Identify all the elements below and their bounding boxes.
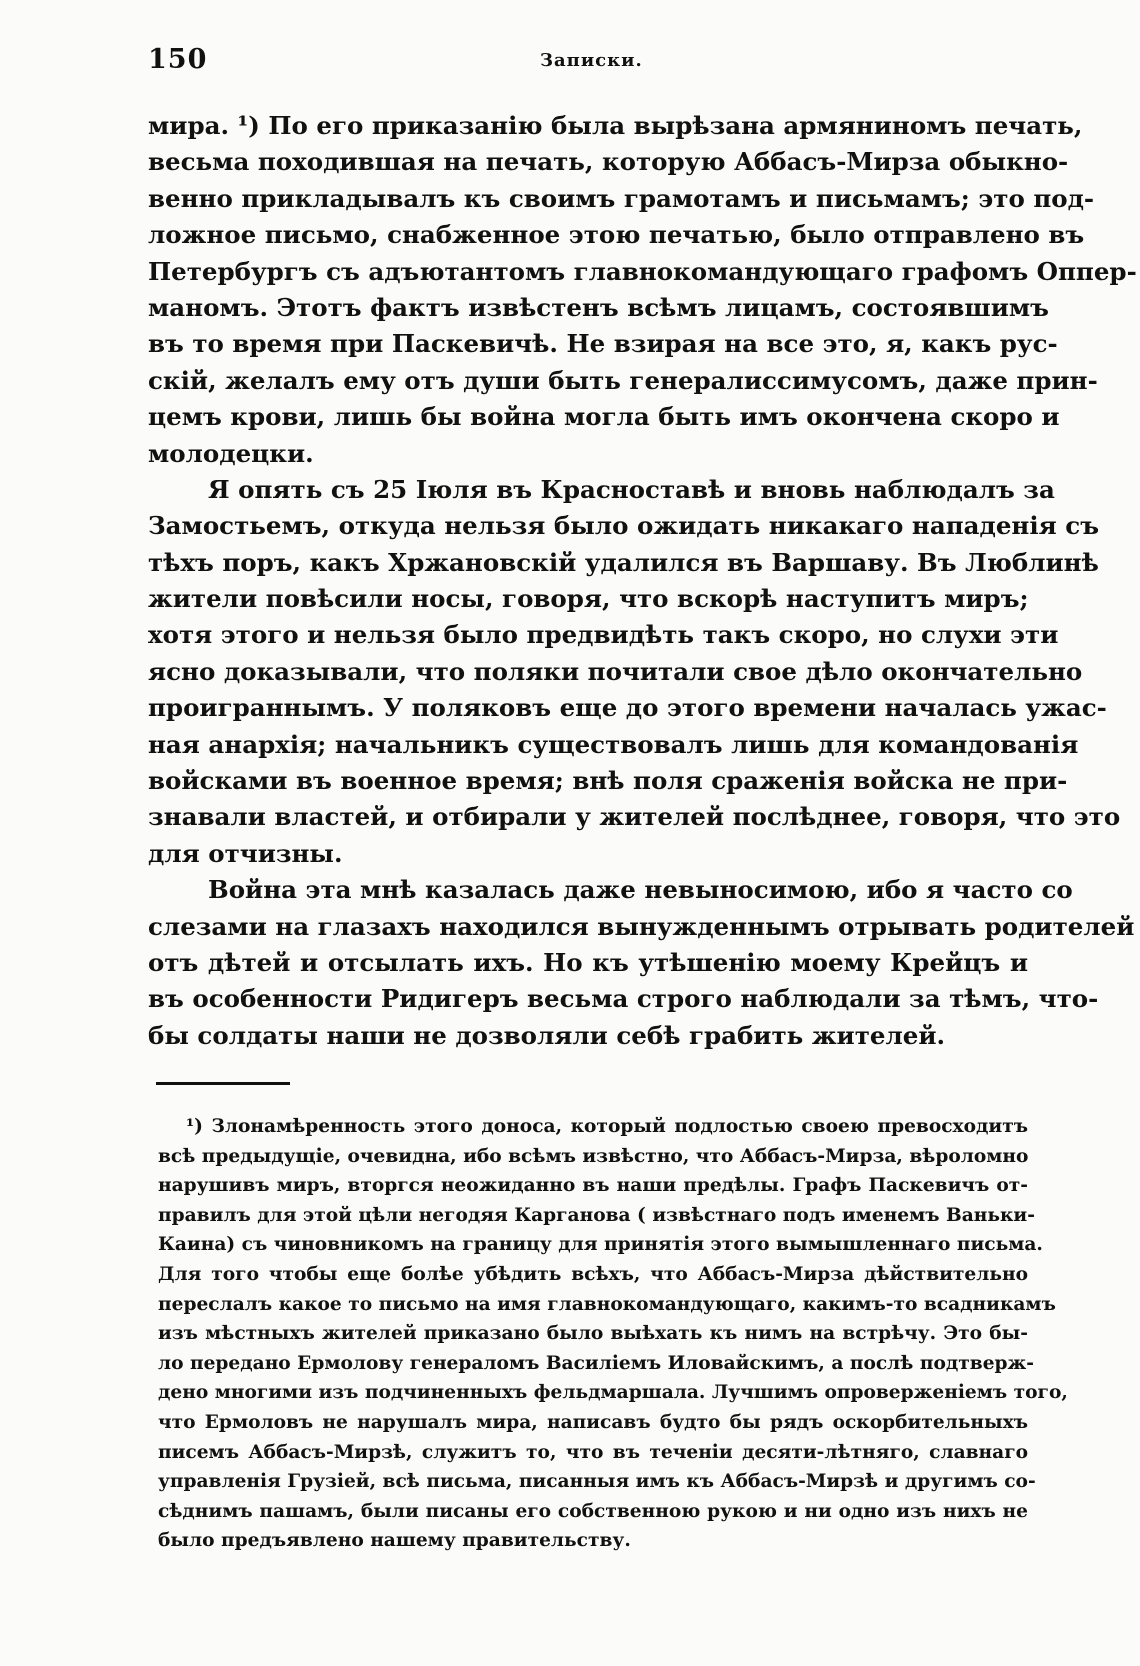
text-line: Замостьемъ, откуда нельзя было ожидать никакаго нападенія съ <box>148 511 1100 541</box>
text-line: въ то время при Паскевичѣ. Не взирая на все это, я, какъ рус- <box>148 329 1058 359</box>
footnote-line: нарушивъ миръ, вторгся неожиданно въ наши предѣлы. Графъ Паскевичъ от- <box>158 1175 1028 1197</box>
text-line: въ особенности Ридигеръ весьма строго наблюдали за тѣмъ, что- <box>148 984 1099 1014</box>
text-line: молодецки. <box>148 438 314 468</box>
text-line: бы солдаты наши не дозволяли себѣ грабить жителей. <box>148 1020 946 1050</box>
text-line: хотя этого и нельзя было предвидѣть такъ скоро, но слухи эти <box>148 620 1059 650</box>
text-line: маномъ. Этотъ фактъ извѣстенъ всѣмъ лицамъ, состоявшимъ <box>148 292 1049 322</box>
footnote-line: что Ермоловъ не нарушалъ мира, написавъ будто бы рядъ оскорбительныхъ <box>158 1411 1028 1433</box>
footnote-line: изъ мѣстныхъ жителей приказано было выѣхать къ нимъ на встрѣчу. Это бы- <box>158 1323 1028 1345</box>
text-line: Петербургъ съ адъютантомъ главнокомандующаго графомъ Оппер- <box>148 256 1137 286</box>
text-line: отъ дѣтей и отсылать ихъ. Но къ утѣшенію моему Крейцъ и <box>148 947 1028 977</box>
text-line: мира. ¹) По его приказанію была вырѣзана армяниномъ печать, <box>148 111 1083 140</box>
main-text <box>148 108 1137 1054</box>
text-line: ясно доказывали, что поляки почитали свое дѣло окончательно <box>148 656 1083 686</box>
footnote-line: всѣ предыдущіе, очевидна, ибо всѣмъ извѣстно, что Аббасъ-Мирза, вѣроломно <box>158 1145 1029 1167</box>
text-line: войсками въ военное время; внѣ поля сраженія войска не при- <box>148 766 1068 796</box>
footnote-line: Для того чтобы еще болѣе убѣдить всѣхъ, что Аббасъ-Мирза дѣйствительно <box>158 1263 1028 1285</box>
page-header <box>148 44 1028 84</box>
footnote-line: переслалъ какое то письмо на имя главнокомандующаго, какимъ-то всадникамъ <box>158 1293 1056 1315</box>
footnote-line: ло передано Ермолову генераломъ Василіемъ Иловайскимъ, а послѣ подтверж- <box>158 1352 1035 1374</box>
text-line: весьма походившая на печать, которую Аббасъ-Мирза обыкно- <box>148 147 1069 177</box>
footnote-line: управленія Грузіей, всѣ письма, писанныя имъ къ Аббасъ-Мирзѣ и другимъ со- <box>158 1471 1036 1493</box>
text-line: проиграннымъ. У поляковъ еще до этого времени началась ужас- <box>148 693 1107 723</box>
text-line: жители повѣсили носы, говоря, что вскорѣ наступитъ миръ; <box>148 584 1029 614</box>
text-line: ная анархія; начальникъ существовалъ лишь для командованія <box>148 729 1079 759</box>
text-line: венно прикладывалъ къ своимъ грамотамъ и письмамъ; это под- <box>148 183 1095 213</box>
paragraph-start-line: Война эта мнѣ казалась даже невыносимою, ибо я часто со <box>208 875 1073 905</box>
footnote-line: писемъ Аббасъ-Мирзѣ, служитъ то, что въ теченіи десяти-лѣтняго, славнаго <box>158 1441 1028 1463</box>
footnote-line: сѣднимъ пашамъ, были писаны его собственною рукою и ни одно изъ нихъ не <box>158 1500 1028 1522</box>
text-line: слезами на глазахъ находился вынужденнымъ отрывать родителей <box>148 911 1135 941</box>
footnote-divider <box>156 1082 290 1085</box>
text-line: ложное письмо, снабженное этою печатью, было отправлено въ <box>148 220 1085 250</box>
footnote-line: дено многими изъ подчиненныхъ фельдмаршала. Лучшимъ опроверженіемъ того, <box>158 1382 1068 1404</box>
running-title: Записки. <box>540 50 643 71</box>
footnote-line: правилъ для этой цѣли негодяя Карганова ( извѣстнаго подъ именемъ Ваньки- <box>158 1204 1035 1226</box>
text-line: для отчизны. <box>148 838 343 868</box>
footnote-line: Каина) съ чиновникомъ на границу для принятія этого вымышленнаго письма. <box>158 1234 1043 1256</box>
footnote-line: ¹) Злонамѣренность этого доноса, который подлостью своею превосходитъ <box>186 1116 1028 1137</box>
footnote <box>158 1112 1068 1556</box>
text-line: цемъ крови, лишь бы война могла быть имъ окончена скоро и <box>148 402 1060 432</box>
paragraph-start-line: Я опять съ 25 Іюля въ Красноставѣ и вновь наблюдалъ за <box>208 474 1055 504</box>
footnote-line: было предъявлено нашему правительству. <box>158 1530 631 1552</box>
text-line: скій, желалъ ему отъ души быть генералиссимусомъ, даже прин- <box>148 365 1098 395</box>
page-number: 150 <box>148 44 208 75</box>
text-line: тѣхъ поръ, какъ Хржановскій удалился въ Варшаву. Въ Люблинѣ <box>148 547 1099 577</box>
text-line: знавали властей, и отбирали у жителей послѣднее, говоря, что это <box>148 802 1121 832</box>
